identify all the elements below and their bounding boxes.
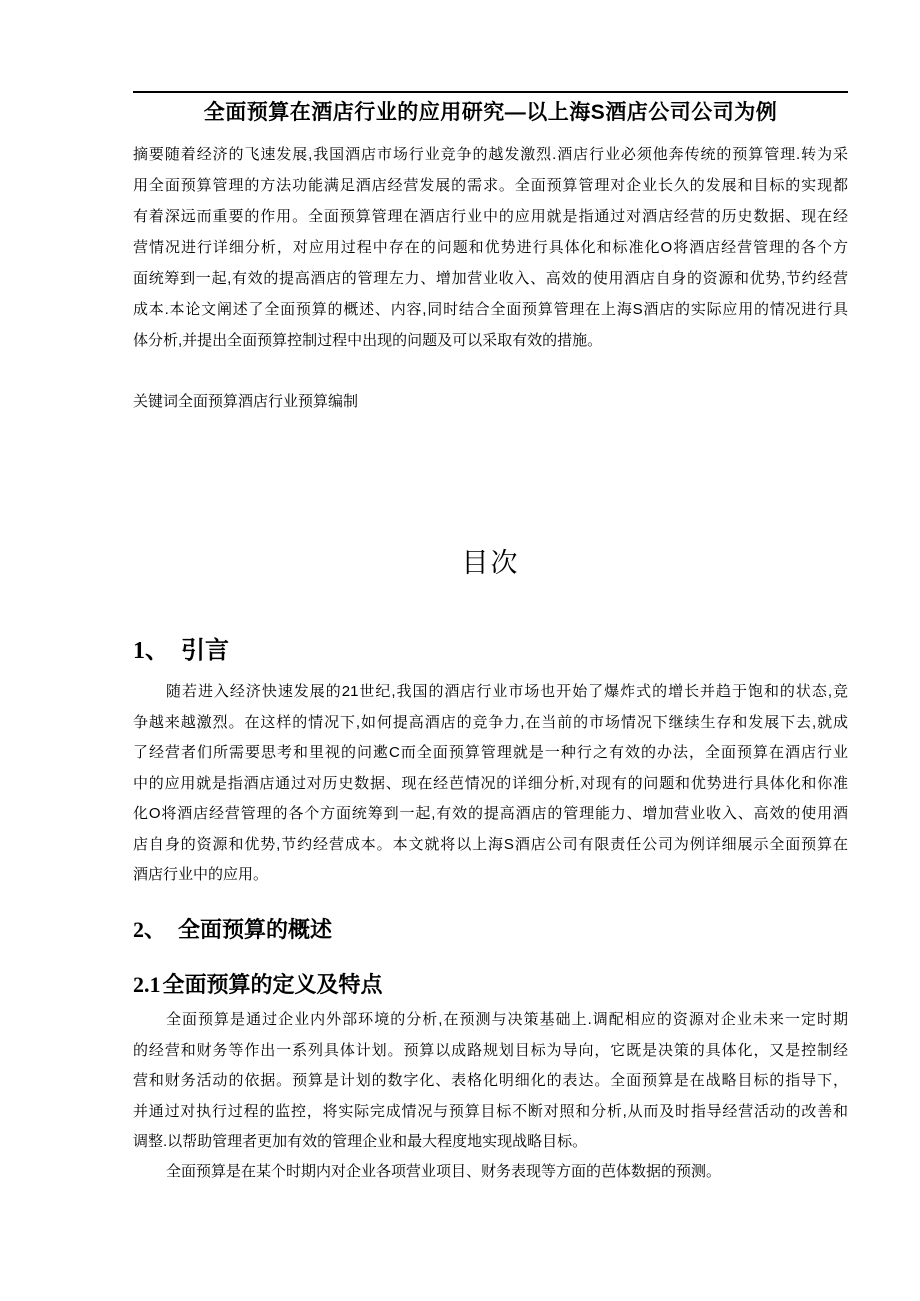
paragraph-line: 中的应用就是指酒店通过对历史数据、现在经芭情况的详细分析,对现有的问题和优势进行具体化和你准 [133, 774, 848, 792]
abstract-line: 面统筹到一起,有效的提高酒店的管理左力、增加营业收入、高效的使用酒店自身的资源和优势,节约经营 [133, 270, 848, 287]
abstract-paragraph [133, 139, 848, 356]
section-2-1-paragraph-2 [133, 1157, 848, 1188]
abstract-line: 摘要随着经济的飞速发展,我国酒店市场行业竞争的越发激烈.酒店行业必须他奔传统的预算管理.转为采 [133, 146, 848, 163]
section-2-heading [133, 913, 848, 947]
paragraph-line: 了经营者们所需要思考和里视的问遬C而全面预算管理就是一种行之有效的办法，全面预算在酒店行业 [133, 744, 848, 761]
toc-heading: 目次 [461, 548, 520, 578]
abstract-line: 营情况进行详细分析，对应用过程中存在的问题和优势进行具体化和标准化O将酒店经营管理的各个方 [133, 239, 848, 256]
page-title: 全面预算在酒店行业的应用研究—以上海S酒店公司公司为例 [203, 101, 778, 124]
section-2-1-heading [133, 968, 848, 1002]
paragraph-line: 营和财务活动的依据。预算是计划的数字化、表格化明细化的表达。全面预算是在战略目标的指导下， [133, 1072, 848, 1089]
paragraph-line: 的经营和财务等作出一系列具体计划。预算以成路规划目标为导向，它既是决策的具体化，又是控制经 [133, 1041, 848, 1059]
paragraph-line: 争越来越激烈。在这样的情况下,如何提高酒店的竞争力,在当前的市场情况下继续生存和发展下去,就成 [133, 713, 848, 731]
section-1-paragraph [133, 677, 848, 891]
section-2-number: 2、 [133, 917, 167, 942]
section-1-heading [133, 634, 848, 668]
abstract-line: 有着深远而重要的作用。全面预算管理在酒店行业中的应用就是指通过对酒店经营的历史数据、现在经 [133, 208, 848, 225]
paragraph-line: 随若进入经济快速发展的21世纪,我国的酒店行业市场也开始了爆炸式的增长并趋于饱和的状态,竞 [166, 683, 848, 700]
section-1-number: 1、 [133, 638, 169, 664]
paragraph-line: 调整.以帮助管理者更加有效的管理企业和最大程度地实现战略目标。 [133, 1133, 588, 1150]
keywords-line: 关键词全面预算酒店行业预算编制 [133, 393, 359, 410]
section-2-1-paragraph [133, 1005, 848, 1158]
header-rule [133, 91, 848, 93]
section-2-1-number: 2.1 [133, 972, 161, 997]
paragraph-line: 酒店行业中的应用。 [133, 866, 269, 883]
paragraph-line: 全面预算是在某个时期内对企业各项营业项目、财务表现等方面的芭体数据的预测。 [166, 1163, 722, 1180]
paragraph-line: 全面预算是通过企业内外部环境的分析,在预测与决策基础上.调配相应的资源对企业未来一定时期 [166, 1011, 848, 1028]
abstract-line: 体分析,并提出全面预算控制过程中出现的问题及可以采取有效的措施。 [133, 332, 603, 349]
section-2-1-title: 全面预算的定义及特点 [162, 972, 383, 997]
section-2-title: 全面预算的概述 [178, 917, 333, 942]
abstract-line: 成本.本论文阐述了全面预算的概述、内容,同时结合全面预算管理在上海S酒店的实际应用的情况进行具 [133, 301, 848, 318]
abstract-line: 用全面预算管理的方法功能满足酒店经营发展的需求。全面预算管理对企业长久的发展和目标的实现都 [133, 177, 848, 194]
section-1-title: 引言 [181, 637, 229, 664]
paragraph-line: 化O将酒店经营管理的各个方面统筹到一起,有效的提高酒店的管理能力、增加营业收入、高效的使用酒 [133, 805, 848, 822]
paragraph-line: 店自身的资源和优势,节约经营成本。本文就将以上海S酒店公司有限责任公司为例详细展示全面预算在 [133, 835, 848, 853]
paragraph-line: 并通过对执行过程的监控，将实际完成情况与预算目标不断对照和分析,从而及时指导经营活动的改善和 [133, 1102, 848, 1120]
